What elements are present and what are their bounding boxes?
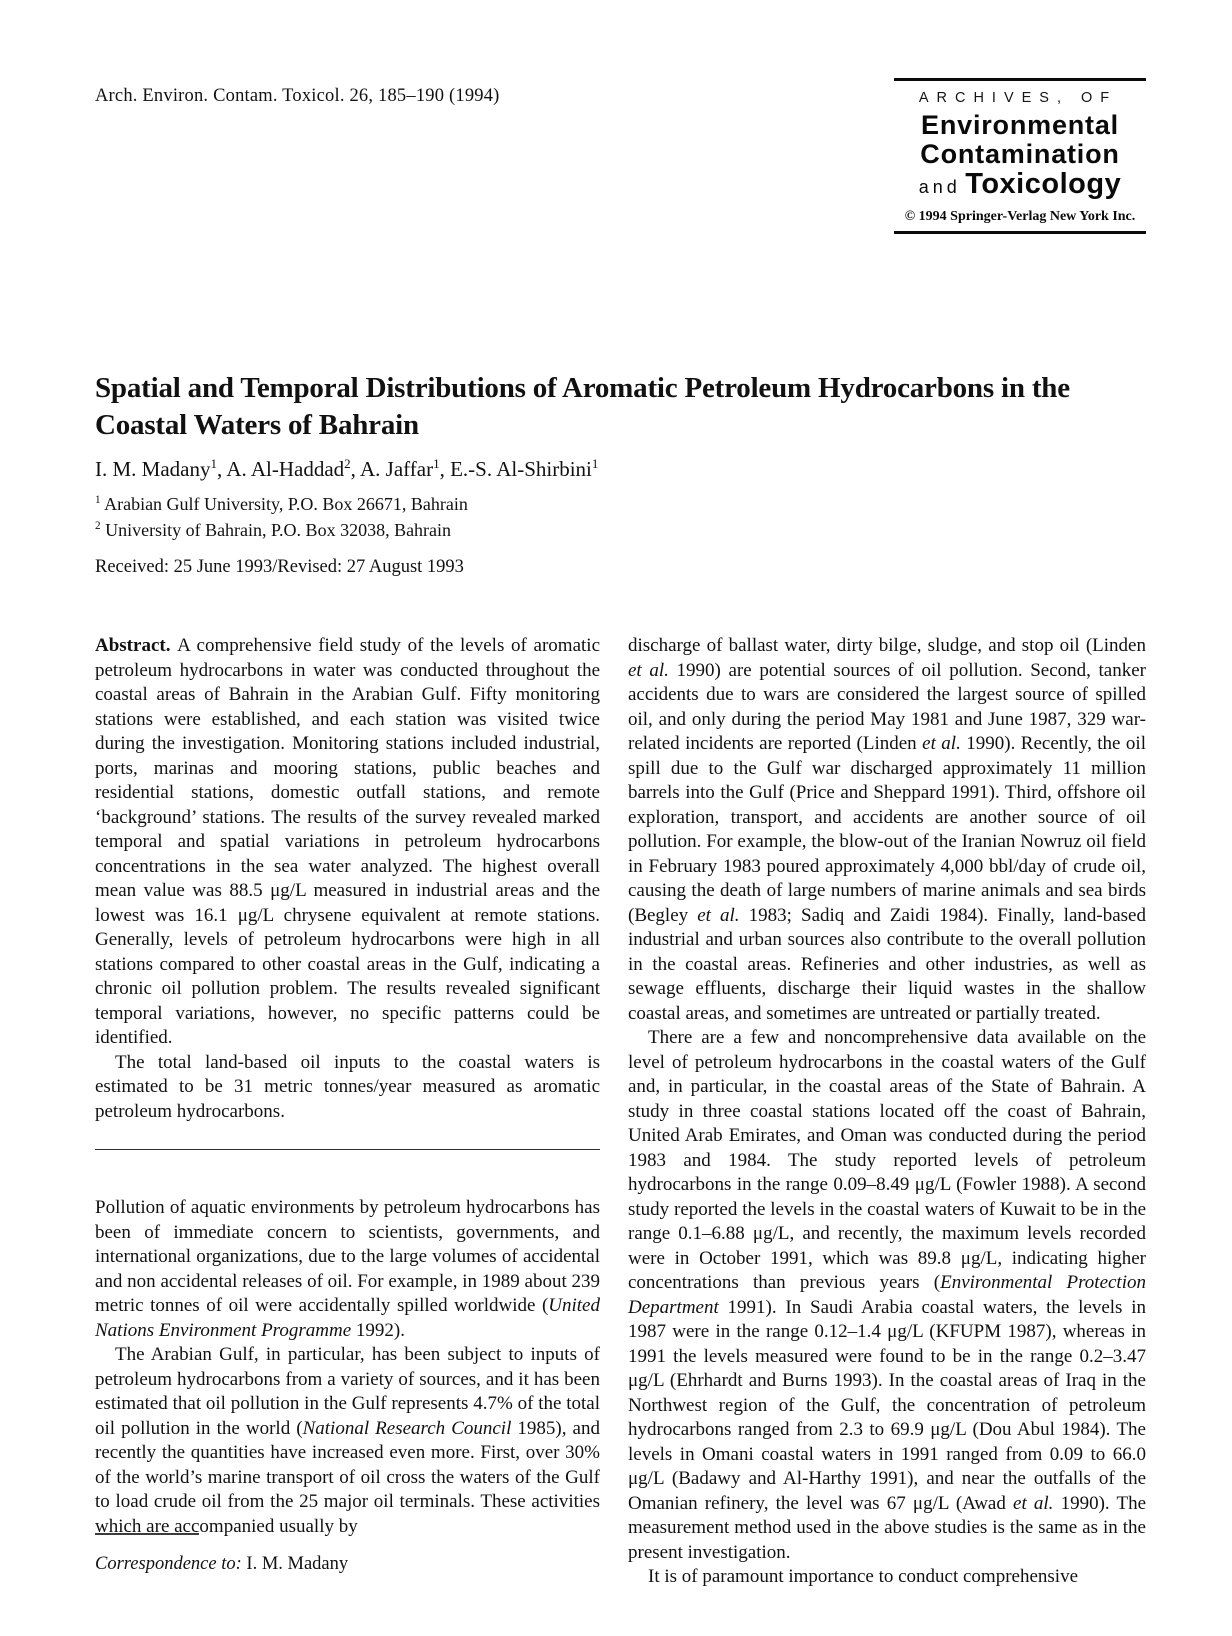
footnote-rule [95,1533,199,1535]
abstract-paragraph-2: The total land-based oil inputs to the coastal waters is estimated to be 31 metric tonnes/year measured as aromatic petroleum hydrocarbons. [95,1051,600,1122]
logo-toxicology: Toxicology [965,168,1122,200]
intro-paragraph-2: The Arabian Gulf, in particular, has been subject to inputs of petroleum hydrocarbons from a variety of sources, and it has been estimated that oil pollution in the Gulf represents 4.7% of the total oil pollution in the world (National Research Council 1985), and recently the quantities have increased even more. First, over 30% of the world’s marine transport of oil cross the waters of the Gulf to load crude oil from the 25 major oil terminals. These activities which are accompanied usually by [95,1344,600,1537]
footnote [95,1533,600,1575]
abstract-paragraph: Abstract. A comprehensive field study of the levels of aromatic petroleum hydrocarbons in water was conducted throughout the coastal areas of Bahrain in the Arabian Gulf. Fifty monitoring stations were established, and each station was visited twice during the investigation. Monitoring stations included industrial, ports, marinas and mooring stations, public beaches and residential stations, domestic outfall stations, and remote ‘background’ stations. The results of the survey revealed marked temporal and spatial variations in petroleum hydrocarbons concentrations in the sea water analyzed. The highest overall mean value was 88.5 μg/L measured in industrial areas and the lowest was 16.1 μg/L chrysene equivalent at remote stations. Generally, levels of petroleum hydrocarbons were high in all stations compared to other coastal areas in the Gulf, indicating a chronic oil pollution problem. The results revealed significant temporal variations, however, no specific patterns could be identified. [95,635,601,1048]
section-divider-rule [95,1149,600,1150]
left-column [95,634,600,1590]
intro-paragraph-1: Pollution of aquatic environments by petroleum hydrocarbons has been of immediate concern to scientists, governments, and international organizations, due to the large volumes of accidental and non accidental releases of oil. For example, in 1989 about 239 metric tonnes of oil were accidentally spilled worldwide (United Nations Environment Programme 1992). [95,1197,600,1341]
correspondence-line: Correspondence to: I. M. Madany [95,1554,349,1574]
journal-reference: Arch. Environ. Contam. Toxicol. 26, 185–190 (1994) [95,86,500,106]
right-column [628,634,1146,1590]
logo-contamination: Contamination [920,139,1120,169]
received-revised-line: Received: 25 June 1993/Revised: 27 August 1993 [95,557,464,577]
article-body [95,634,1146,1590]
body-paragraph-3: It is of paramount importance to conduct comprehensive [648,1566,1079,1587]
article-title: Spatial and Temporal Distributions of Aromatic Petroleum Hydrocarbons in the Coastal Waters of Bahrain [95,372,1070,441]
author-list: I. M. Madany$^1$, A. Al-Haddad$^2$, A. Jaffar$^1$, E.-S. Al-Shirbini$^1$ [95,456,599,481]
logo-environmental: Environmental [921,110,1119,140]
affiliation-2: $^2$ University of Bahrain, P.O. Box 32038, Bahrain [95,520,452,540]
logo-copyright: © 1994 Springer-Verlag New York Inc. [904,209,1136,224]
affiliation-1: $^1$ Arabian Gulf University, P.O. Box 26671, Bahrain [95,494,468,514]
logo-archives-of: ARCHIVES, OF [918,90,1118,106]
body-paragraph-2: There are a few and noncomprehensive data available on the level of petroleum hydrocarbons in the coastal waters of the Gulf and, in particular, in the coastal areas of the State of Bahrain. A study in three coastal stations located off the coast of Bahrain, United Arab Emirates, and Oman was conducted during the period 1983 and 1984. The study reported levels of petroleum hydrocarbons in the range 0.09–8.49 μg/L (Fowler 1988). A second study reported the levels in the coastal waters of Kuwait to be in the range 0.1–6.88 μg/L, and recently, the maximum levels recorded were in October 1991, which was 89.8 μg/L, indicating higher concentrations than previous years (Environmental Protection Department 1991). In Saudi Arabia coastal waters, the levels in 1987 were in the range 0.12–1.4 μg/L (KFUPM 1987), whereas in 1991 the levels measured were found to be in the range 0.2–3.47 μg/L (Ehrhardt and Burns 1993). In the coastal areas of Iraq in the Northwest region of the Gulf, the concentration of petroleum hydrocarbons ranged from 2.3 to 69.9 μg/L (Dou Abul 1984). The levels in Omani coastal waters in 1991 ranged from 0.09 to 66.0 μg/L (Badawy and Al-Harthy 1991), and near the outfalls of the Omanian refinery, the level was 67 μg/L (Awad et al. 1990). The measurement method used in the above studies is the same as in the present investigation. [628,1027,1146,1563]
logo-and-toxicology [896,169,1144,204]
affiliations [95,491,795,543]
logo-and: and [918,177,961,197]
journal-logo [894,78,1146,234]
body-paragraph-1: discharge of ballast water, dirty bilge, sludge, and stop oil (Linden et al. 1990) are potential sources of oil pollution. Second, tanker accidents due to wars are considered the largest source of spilled oil, and only during the period May 1981 and June 1987, 329 war-related incidents are reported (Linden et al. 1990). Recently, the oil spill due to the Gulf war discharged approximately 11 million barrels into the Gulf (Price and Sheppard 1991). Third, offshore oil exploration, transport, and accidents are another source of oil pollution. For example, the blow-out of the Iranian Nowruz oil field in February 1983 poured approximately 4,000 bbl/day of crude oil, causing the death of large numbers of marine animals and sea birds (Begley et al. 1983; Sadiq and Zaidi 1984). Finally, land-based industrial and urban sources also contribute to the overall pollution in the coastal areas. Refineries and other industries, as well as sewage effluents, discharge their liquid wastes in the shallow coastal areas, and sometimes are untreated or partially treated. [628,635,1147,1024]
